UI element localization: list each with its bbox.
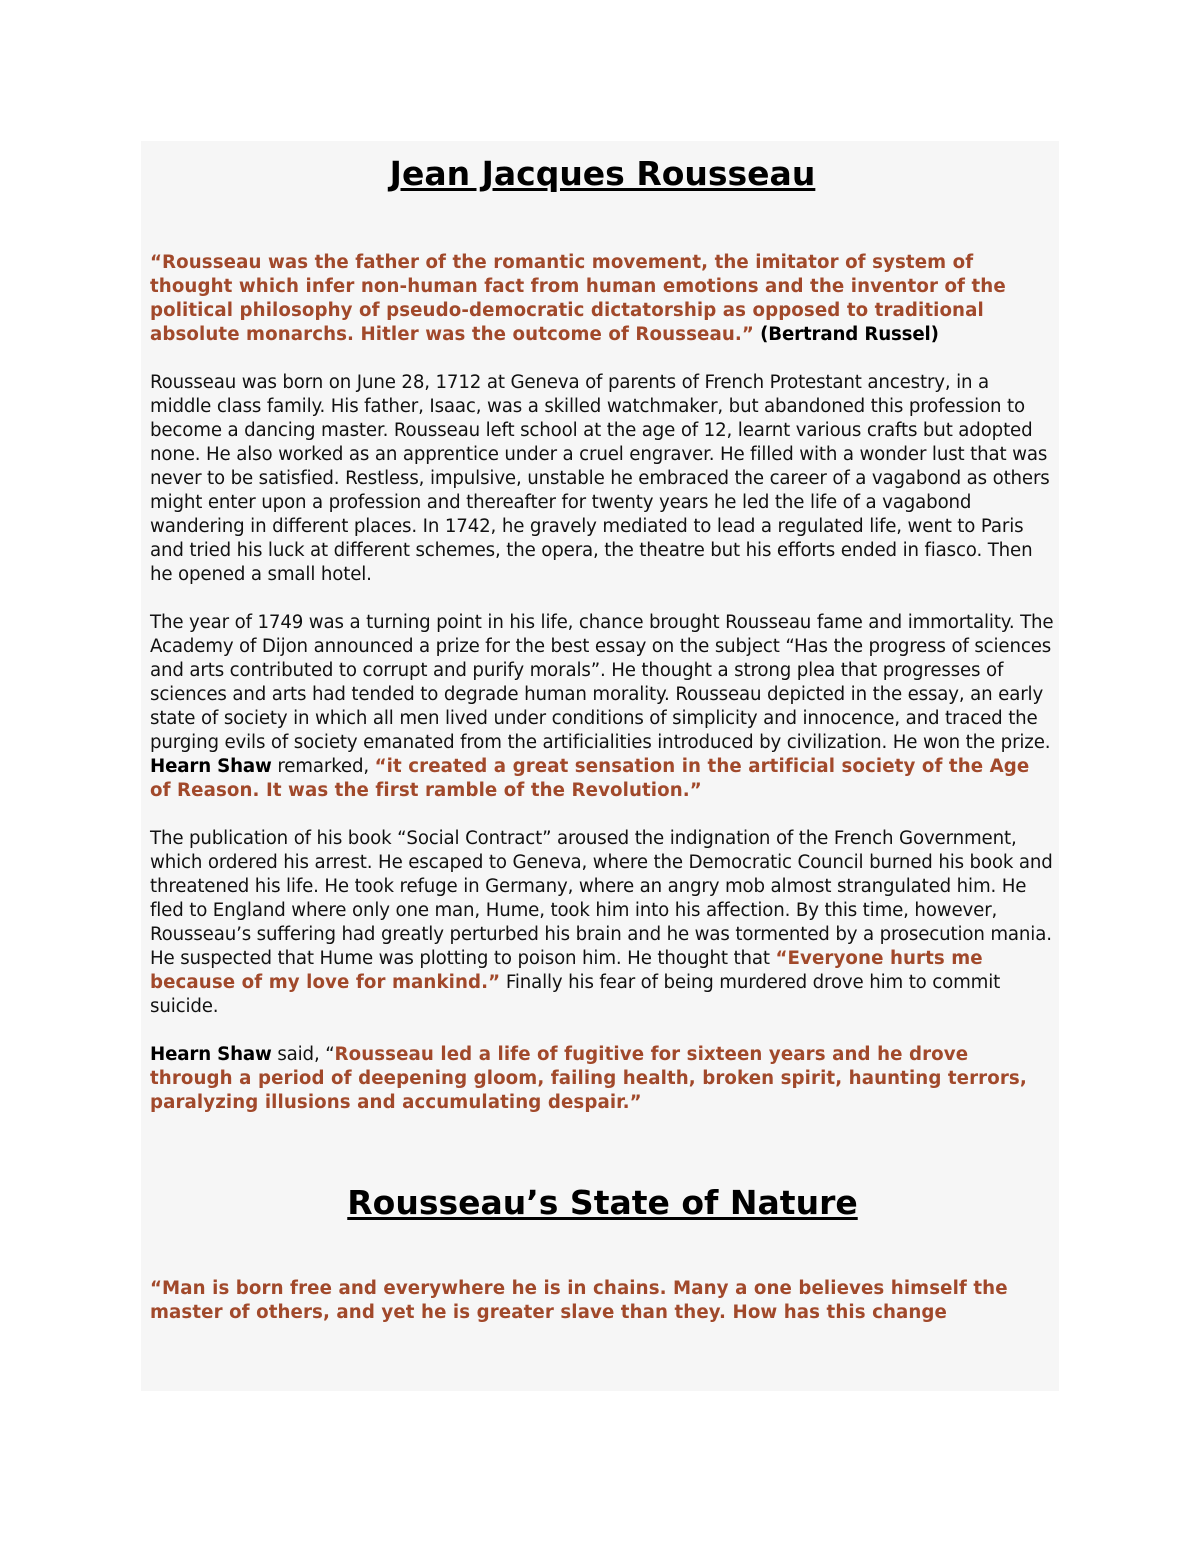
page-title: Jean Jacques Rousseau: [389, 154, 816, 193]
hearn-shaw-name-2: Hearn Shaw: [150, 1044, 272, 1065]
dijon-essay-paragraph: [150, 611, 1055, 803]
section-title-state-of-nature: Rousseau’s State of Nature: [347, 1183, 858, 1222]
rousseau-quote: “Everyone hurts me because of my love for mankind.”: [150, 948, 983, 993]
fugitive-paragraph: [150, 1043, 1055, 1115]
russell-quote: “Rousseau was the father of the romantic movement, the imitator of system of thought which infer non-human fact from human emotions and the inventor of the political philosophy of pseudo-democratic dictatorship as opposed to traditional absolute monarchs. Hitler was the outcome of Rousseau.”: [150, 252, 1006, 345]
fugitive-quote: Rousseau led a life of fugitive for sixteen years and he drove through a period of deepening gloom, failing health, broken spirit, haunting terrors, paralyzing illusions and accumulating despair.”: [150, 1044, 1027, 1113]
hearn-shaw-name: Hearn Shaw: [150, 756, 272, 777]
remark-verb: remarked,: [271, 756, 375, 777]
quote-attribution: (Bertrand Russel): [753, 324, 939, 345]
man-born-free-quote: “Man is born free and everywhere he is in chains. Many a one believes himself the master of others, and yet he is greater slave than they. How has this change: [150, 1278, 1008, 1323]
man-born-free-paragraph: [150, 1277, 1055, 1325]
document-page: [141, 141, 1059, 1391]
said-verb: said, “: [271, 1044, 335, 1065]
social-contract-text: The publication of his book “Social Contract” aroused the indignation of the French Government, which ordered his arrest. He escaped to Geneva, where the Democratic Council burned his book and threatened his life. He took refuge in Germany, where an angry mob almost strangulated him. He fled to England where only one man, Hume, took him into his affection. By this time, however, Rousseau’s suffering had greatly perturbed his brain and he was tormented by a prosecution mania. He suspected that Hume was plotting to poison him. He thought that: [150, 828, 1053, 969]
dijon-essay-text: The year of 1749 was a turning point in his life, chance brought Rousseau fame and immortality. The Academy of Dijon announced a prize for the best essay on the subject “Has the progress of sciences and arts contributed to corrupt and purify morals”. He thought a strong plea that progresses of sciences and arts had tended to degrade human morality. Rousseau depicted in the essay, an early state of society in which all men lived under conditions of simplicity and innocence, and traced the purging evils of society emanated from the artificialities introduced by civilization. He won the prize.: [150, 612, 1054, 753]
social-contract-tail: Finally his fear of being murdered drove him to commit suicide.: [150, 972, 1001, 1017]
document-content: [150, 141, 1055, 1349]
biography-paragraph: Rousseau was born on June 28, 1712 at Geneva of parents of French Protestant ancestry, in a middle class family. His father, Isaac, was a skilled watchmaker, but abandoned this profession to become a dancing master. Rousseau left school at the age of 12, learnt various crafts but adopted none. He also worked as an apprentice under a cruel engraver. He filled with a wonder lust that was never to be satisfied. Restless, impulsive, unstable he embraced the career of a vagabond as others might enter upon a profession and thereafter for twenty years he led the life of a vagabond wandering in different places. In 1742, he gravely mediated to lead a regulated life, went to Paris and tried his luck at different schemes, the opera, the theatre but his efforts ended in fiasco. Then he opened a small hotel.: [150, 372, 1050, 585]
social-contract-paragraph: [150, 827, 1055, 1019]
russell-quote-paragraph: [150, 251, 1055, 347]
hearn-shaw-quote: “it created a great sensation in the artificial society of the Age of Reason. It was the first ramble of the Revolution.”: [150, 756, 1030, 801]
